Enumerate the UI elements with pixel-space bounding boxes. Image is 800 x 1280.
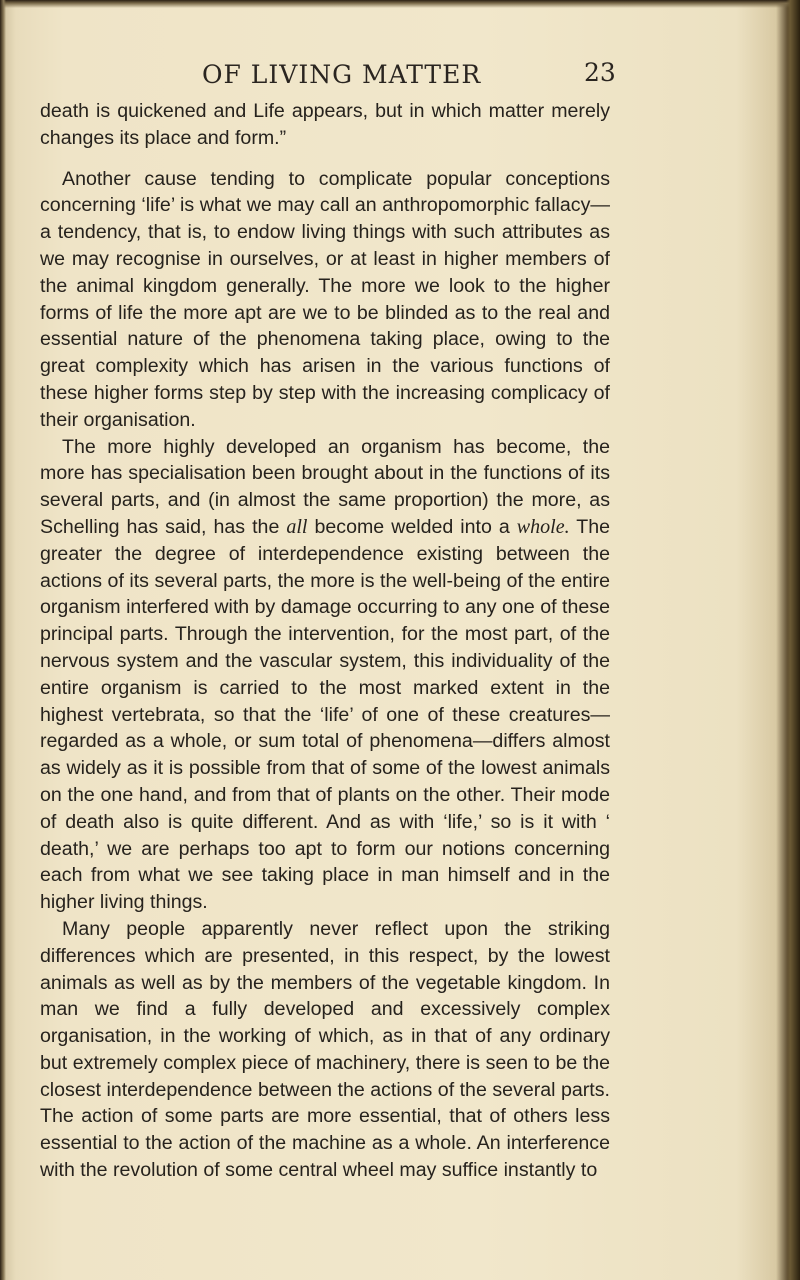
page-left-edge (0, 0, 6, 1280)
page-number: 23 (584, 58, 616, 87)
paragraph-text-part: The greater the degree of interdependence existing between the actions of its several parts, the more is the well-being of the entire organism interfered with by damage occurring to any one of these principal parts. Through the intervention, for the most part, of the nervous system and the vascular system, this individuality of the entire organism is carried to the most marked extent in the highest vertebrata, so that the ‘life’ of one of these creatures—regarded as a whole, or sum total of phenomena—differs almost as widely as it is possible from that of some of the lowest animals on the one hand, and from that of plants on the other. Their mode of death also is quite different. And as with ‘life,’ so is it with ‘ death,’ we are perhaps too apt to form our notions concerning each from what we see taking place in man himself and in the higher living things. (40, 515, 610, 914)
paragraph-text-part: become welded into a (307, 515, 517, 538)
paragraph-anthropomorphic-fallacy: Another cause tending to complicate popular conceptions concerning ‘life’ is what we may call an anthropomorphic fallacy—a tendency, that is, to endow living things with such attributes as we may recognise in ourselves, or at least in higher members of the animal kingdom generally. The more we look to the higher forms of life the more apt are we to be blinded as to the real and essential nature of the phenomena taking place, owing to the great complexity which has arisen in the various functions of these higher forms step by step with the increasing complicacy of their organisation. (40, 167, 610, 431)
italic-word-all: all (286, 515, 308, 538)
italic-word-whole: whole. (516, 515, 570, 538)
page-top-shadow (0, 0, 800, 8)
page-header (0, 56, 800, 96)
running-head: OF LIVING MATTER (202, 60, 482, 89)
page-right-edge (786, 0, 800, 1280)
body-text (40, 98, 610, 1184)
paragraph-highly-developed-organism (40, 434, 610, 916)
paragraph-text-part: The more highly developed an organism has become, the more has specialisation been brought about in the functions of its several parts, and (in almost the same proportion) the more, as Schelling has said, has the (40, 435, 610, 538)
paragraph-many-people: Many people apparently never reflect upon the striking differences which are presented, in this respect, by the lowest animals as well as by the members of the vegetable kingdom. In man we find a fully developed and excessively complex organisation, in the working of which, as in that of any ordinary but extremely complex piece of machinery, there is seen to be the closest interdependence between the actions of the several parts. The action of some parts are more essential, that of others less essential to the action of the machine as a whole. An interference with the revolution of some central wheel may suffice instantly to (40, 917, 610, 1182)
paragraph-continuation: death is quickened and Life appears, but in which matter merely changes its place and form.” (40, 100, 610, 149)
